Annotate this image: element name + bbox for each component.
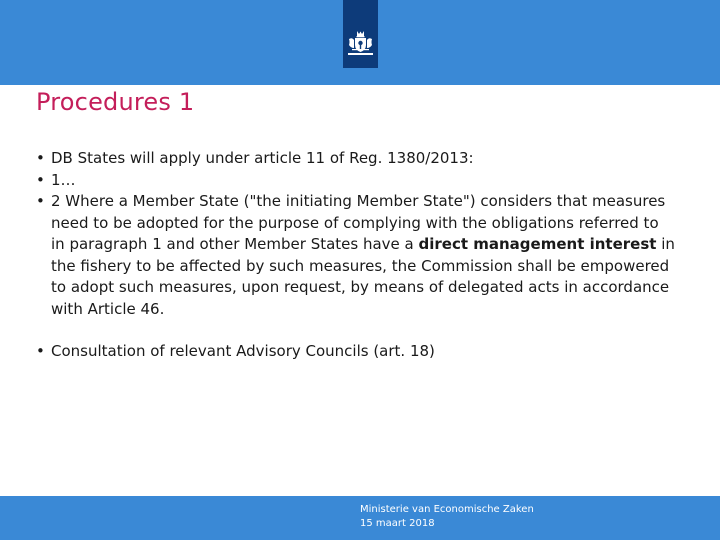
bullet-text: 1… (51, 170, 76, 189)
bullet-item (36, 148, 676, 170)
coat-of-arms-icon (346, 30, 375, 58)
bullet-text: in the fishery to be affected by such measures, the Commission shall be empowered to adopt such measures, upon request, by means of delegated acts in accordance with Article 46. (51, 235, 675, 318)
slide-title: Procedures 1 (36, 88, 195, 116)
footer-date: 15 maart 2018 (360, 518, 435, 529)
bullet-text: DB States will apply under article 11 of Reg. 1380/2013: (51, 149, 474, 167)
footer-ministry: Ministerie van Economische Zaken (360, 504, 534, 515)
bullet-item (36, 191, 676, 320)
bullet-list (36, 148, 676, 363)
bold-phrase: direct management interest (418, 235, 657, 253)
ribbon-logo (343, 0, 378, 68)
bullet-item (36, 341, 676, 363)
header-band (0, 0, 720, 85)
bullet-item (36, 170, 676, 192)
bullet-text: Consultation of relevant Advisory Councils (art. 18) (51, 342, 435, 360)
page-number: 15 (36, 479, 49, 490)
bullet-text: 2 Where a Member State ("the initiating Member State") considers that measures need to be adopted for the purpose of complying with the obligations referred to in paragraph 1 and other Member States have a (51, 192, 666, 253)
